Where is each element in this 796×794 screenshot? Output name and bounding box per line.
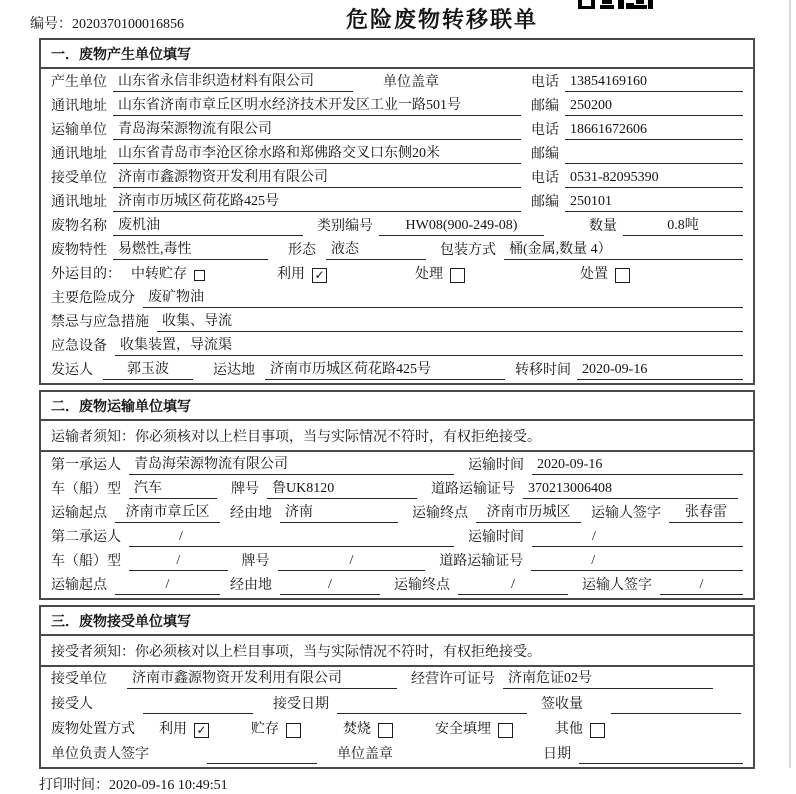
incinerate-checkbox[interactable]: [378, 723, 393, 738]
zip-value: 250200: [565, 97, 743, 116]
second-carrier-value: /: [129, 528, 454, 547]
purpose-option-utilize: [277, 266, 327, 284]
via-value: /: [280, 576, 380, 595]
route-end-label: 运输终点: [412, 506, 468, 521]
form-state-label: 形态: [288, 243, 316, 258]
carrier-unit-label: 运输单位: [51, 123, 107, 138]
serial-value: 2020370100016856: [72, 17, 184, 32]
checkbox-label: 中转贮存: [131, 267, 187, 282]
form-row: [41, 167, 753, 191]
manager-sign-label: 单位负责人签字: [51, 747, 149, 762]
taboo-measures-label: 禁忌与应急措施: [51, 315, 149, 330]
serial-label: 编号：: [30, 17, 72, 32]
producer-section-title: 一．废物产生单位填写: [41, 40, 753, 69]
first-carrier-label: 第一承运人: [51, 458, 121, 473]
form-row: [41, 574, 753, 598]
transporter-sign-label: 运输人签字: [591, 506, 661, 521]
form-state-value: 液态: [326, 241, 426, 260]
window-edge-divider: [789, 0, 791, 768]
address-label: 通讯地址: [51, 99, 107, 114]
print-time: [39, 774, 796, 794]
producer-unit-label: 产生单位: [51, 75, 107, 90]
hazard-component-label: 主要危险成分: [51, 291, 135, 306]
zip-label: 邮编: [531, 99, 559, 114]
checkbox-label: 安全填埋: [435, 722, 491, 737]
form-row: [41, 311, 753, 335]
print-time-value: 2020-09-16 10:49:51: [109, 778, 228, 793]
storage-checkbox[interactable]: [286, 723, 301, 738]
packing-value: 桶(金属,数量 4）: [504, 241, 743, 260]
form-row: [41, 502, 753, 526]
receive-person-label: 接受人: [51, 697, 93, 712]
road-permit-value: /: [531, 552, 743, 571]
transport-time-label: 运输时间: [468, 458, 524, 473]
disposal-option-incinerate: [343, 721, 393, 739]
form-row: [41, 239, 753, 263]
transfer-time-label: 转移时间: [515, 363, 571, 378]
checkbox-label: 焚烧: [343, 722, 371, 737]
purpose-option-transfer-storage: [131, 266, 205, 284]
license-label: 经营许可证号: [411, 672, 495, 687]
form-row: [41, 119, 753, 143]
transporter-sign-label: 运输人签字: [582, 578, 652, 593]
purpose-option-treat: [415, 266, 465, 284]
document-header: [0, 0, 796, 38]
transporter-sign-value: 张春雷: [669, 504, 743, 523]
address-value: 济南市历城区荷花路425号: [113, 193, 521, 212]
first-carrier-value: 青岛海荣源物流有限公司: [129, 456, 454, 475]
emergency-equipment-value: 收集装置，导流渠: [115, 337, 743, 356]
treat-checkbox[interactable]: [450, 268, 465, 283]
purpose-label: 外运目的：: [51, 267, 121, 282]
waste-name-value: 废机油: [113, 217, 303, 236]
dispose-checkbox[interactable]: [615, 268, 630, 283]
form-row: [41, 478, 753, 502]
form-row: [41, 550, 753, 574]
transport-notice: 运输者须知：你必须核对以上栏目事项，当与实际情况不符时，有权拒绝接受。: [41, 421, 753, 452]
phone-label: 电话: [531, 75, 559, 90]
transport-section-title: 二．废物运输单位填写: [41, 392, 753, 421]
phone-value: 0531-82095390: [565, 169, 743, 188]
disposal-option-utilize: [159, 721, 209, 739]
transfer-storage-checkbox[interactable]: [194, 270, 205, 281]
receive-unit-label: 接受单位: [51, 672, 107, 687]
signed-amount-label: 签收量: [541, 697, 583, 712]
via-value: 济南: [280, 504, 398, 523]
date-value: [579, 746, 743, 764]
packing-label: 包装方式: [440, 243, 496, 258]
road-permit-label: 道路运输证号: [439, 554, 524, 569]
route-origin-label: 运输起点: [51, 506, 107, 521]
vehicle-type-label: 车（船）型: [51, 482, 121, 497]
phone-label: 电话: [531, 171, 559, 186]
receive-unit-value: 济南市鑫源物资开发利用有限公司: [127, 670, 397, 689]
checkbox-label: 利用: [159, 722, 187, 737]
second-carrier-label: 第二承运人: [51, 530, 121, 545]
receiver-section-title: 三．废物接受单位填写: [41, 607, 753, 636]
receive-date-label: 接受日期: [273, 697, 329, 712]
waste-name-label: 废物名称: [51, 219, 107, 234]
landfill-checkbox[interactable]: [498, 723, 513, 738]
address-label: 通讯地址: [51, 147, 107, 162]
form-row: [41, 359, 753, 383]
form-row: [41, 335, 753, 359]
phone-label: 电话: [531, 123, 559, 138]
form-row: [41, 526, 753, 550]
waste-character-label: 废物特性: [51, 243, 107, 258]
transport-time-value: /: [532, 528, 743, 547]
shipper-label: 发运人: [51, 363, 93, 378]
disposal-option-landfill: [435, 721, 513, 739]
receiver-unit-value: 济南市鑫源物资开发利用有限公司: [113, 169, 521, 188]
form-row: [41, 215, 753, 239]
transporter-sign-value: /: [660, 576, 743, 595]
form-row: [41, 742, 753, 767]
zip-label: 邮编: [531, 147, 559, 162]
purpose-option-dispose: [580, 266, 630, 284]
form-row: [41, 191, 753, 215]
disposal-option-other: [555, 721, 605, 739]
shipper-value: 郭玉波: [103, 361, 193, 380]
plate-number-label: 牌号: [231, 482, 259, 497]
phone-value: 13854169160: [565, 73, 743, 92]
destination-label: 运达地: [213, 363, 255, 378]
route-origin-value: /: [115, 576, 220, 595]
form-row: [41, 452, 753, 478]
address-label: 通讯地址: [51, 195, 107, 210]
form-row: [41, 143, 753, 167]
road-permit-value: 370213006408: [523, 480, 738, 499]
license-value: 济南危证02号: [503, 670, 713, 689]
manager-sign-value: [207, 746, 317, 764]
form-row: [41, 69, 753, 95]
disposal-option-storage: [251, 721, 301, 739]
phone-value: 18661672606: [565, 121, 743, 140]
serial-number: [30, 13, 184, 33]
form-row: [41, 667, 753, 692]
unit-seal-label: 单位盖章: [337, 747, 393, 762]
via-label: 经由地: [230, 506, 272, 521]
zip-value: 250101: [565, 193, 743, 212]
receive-person-value: [143, 696, 253, 714]
route-end-value: /: [458, 576, 568, 595]
date-label: 日期: [543, 747, 571, 762]
route-end-value: 济南市历城区: [476, 504, 581, 523]
receiver-unit-label: 接受单位: [51, 171, 107, 186]
disposal-method-label: 废物处置方式: [51, 722, 135, 737]
vehicle-type-label: 车（船）型: [51, 554, 121, 569]
utilize-checkbox[interactable]: [312, 268, 327, 283]
hazard-component-value: 废矿物油: [143, 289, 743, 308]
unit-seal-label: 单位盖章: [383, 75, 439, 90]
checkbox-label: 贮存: [251, 722, 279, 737]
carrier-unit-value: 青岛海荣源物流有限公司: [113, 121, 521, 140]
quantity-label: 数量: [589, 219, 617, 234]
receiver-section: [39, 605, 755, 769]
waste-character-value: 易燃性,毒性: [113, 241, 268, 260]
transfer-time-value: 2020-09-16: [577, 361, 743, 380]
checkmark: ✓: [314, 267, 325, 282]
print-time-label: 打印时间：: [39, 778, 109, 793]
plate-number-value: 鲁UK8120: [267, 480, 417, 499]
other-checkbox[interactable]: [590, 723, 605, 738]
zip-value: [565, 146, 743, 164]
form-row: [41, 287, 753, 311]
receive-date-value: [337, 696, 527, 714]
signed-amount-value: [611, 696, 741, 714]
zip-label: 邮编: [531, 195, 559, 210]
form-row: [41, 95, 753, 119]
transport-time-value: 2020-09-16: [532, 456, 743, 475]
route-end-label: 运输终点: [394, 578, 450, 593]
plate-number-value: /: [278, 552, 426, 571]
category-code-label: 类别编号: [317, 219, 373, 234]
form-row: [41, 717, 753, 742]
form-row: [41, 263, 753, 287]
qr-code-partial-icon: [578, 0, 654, 10]
producer-unit-value: 山东省永信非织造材料有限公司: [113, 73, 353, 92]
receiver-notice: 接受者须知：你必须核对以上栏目事项，当与实际情况不符时，有权拒绝接受。: [41, 636, 753, 667]
checkbox-label: 处理: [415, 267, 443, 282]
taboo-measures-value: 收集、导流: [157, 313, 743, 332]
destination-value: 济南市历城区荷花路425号: [265, 361, 505, 380]
route-origin-value: 济南市章丘区: [115, 504, 220, 523]
producer-section: [39, 38, 755, 385]
utilize-checkbox[interactable]: [194, 723, 209, 738]
road-permit-label: 道路运输证号: [431, 482, 515, 497]
transport-section: [39, 390, 755, 600]
route-origin-label: 运输起点: [51, 578, 107, 593]
checkbox-label: 利用: [277, 267, 305, 282]
vehicle-type-value: 汽车: [129, 480, 217, 499]
address-value: 山东省青岛市李沧区徐水路和郑佛路交叉口东侧20米: [113, 145, 521, 164]
vehicle-type-value: /: [129, 552, 228, 571]
checkmark: ✓: [196, 722, 207, 737]
via-label: 经由地: [230, 578, 272, 593]
checkbox-label: 其他: [555, 722, 583, 737]
transport-time-label: 运输时间: [468, 530, 524, 545]
quantity-value: 0.8吨: [623, 217, 743, 236]
emergency-equipment-label: 应急设备: [51, 339, 107, 354]
page-title: 危险废物转移联单: [345, 7, 539, 32]
plate-number-label: 牌号: [241, 554, 270, 569]
form-row: [41, 692, 753, 717]
category-code-value: HW08(900-249-08): [379, 217, 544, 236]
checkbox-label: 处置: [580, 267, 608, 282]
address-value: 山东省济南市章丘区明水经济技术开发区工业一路501号: [113, 97, 521, 116]
